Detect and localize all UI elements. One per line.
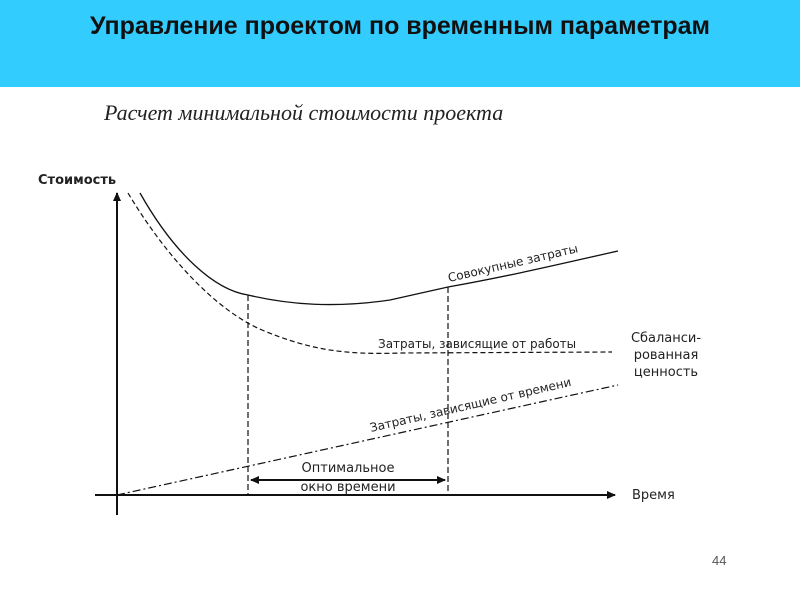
time-cost-line	[117, 385, 618, 495]
slide-title: Управление проектом по временным параметрам	[89, 12, 711, 40]
total-cost-label: Совокупные затраты	[446, 241, 580, 285]
optimal-window-label-line-2: окно времени	[300, 480, 396, 495]
page-number: 44	[712, 553, 727, 568]
optimal-window-label-line-1: Оптимальное	[301, 461, 395, 476]
balanced-value-label-line-3: ценность	[633, 365, 699, 380]
y-axis-label: Стоимость	[38, 173, 117, 188]
work-cost-curve	[128, 193, 612, 353]
slide-subtitle: Расчет минимальной стоимости проекта	[104, 100, 504, 125]
balanced-value-label-line-2: рованная	[633, 348, 699, 363]
x-axis-label: Время	[632, 488, 675, 503]
time-cost-label: Затраты, зависящие от времени	[368, 374, 573, 435]
work-cost-label: Затраты, зависящие от работы	[378, 337, 577, 351]
balanced-value-label-line-1: Сбаланси-	[630, 331, 702, 346]
